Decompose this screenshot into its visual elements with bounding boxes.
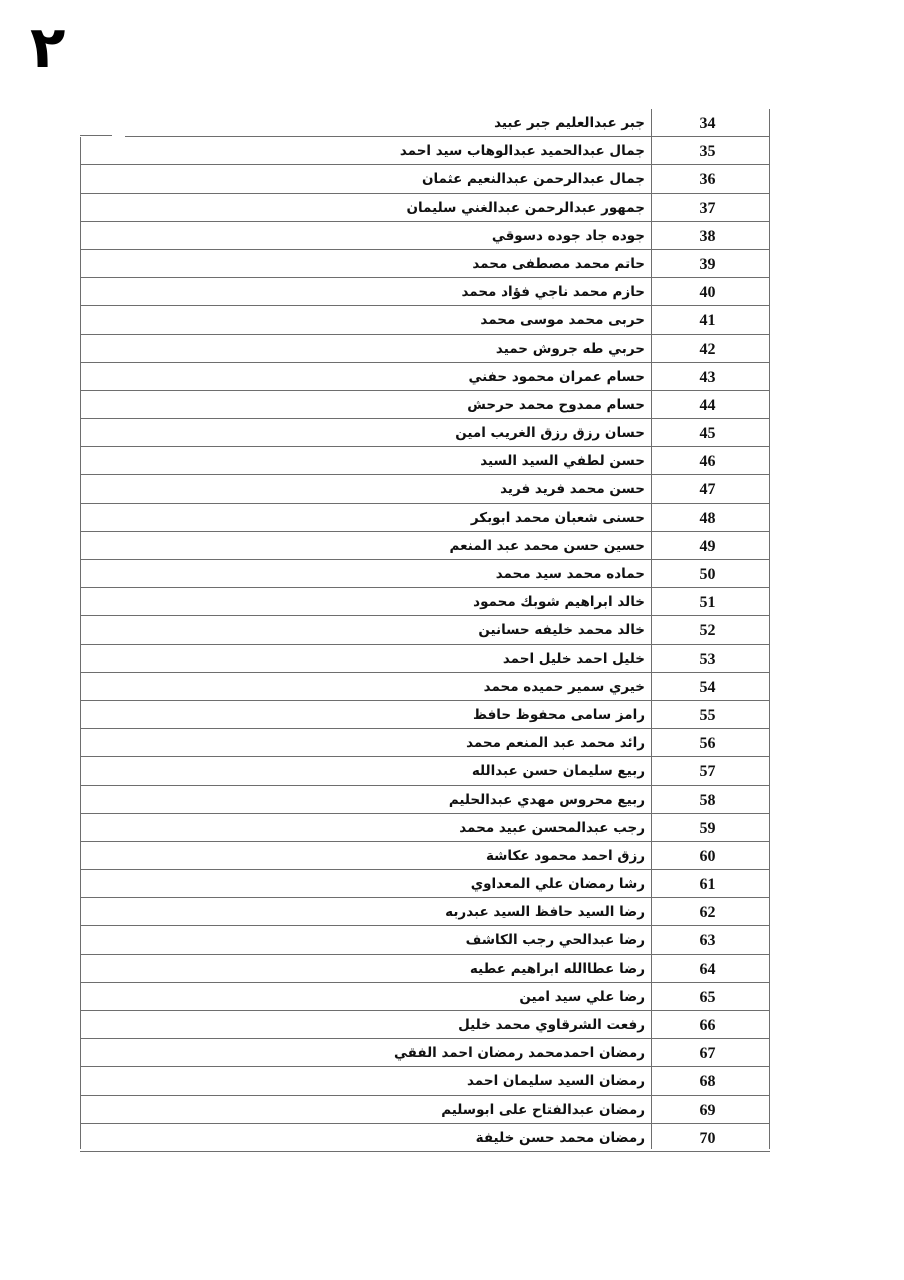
row-number-cell [651, 842, 770, 869]
row-number-cell [651, 1039, 770, 1066]
table-row [80, 645, 770, 673]
table-row [80, 673, 770, 701]
table-row [80, 814, 770, 842]
row-number: 35 [699, 143, 716, 161]
row-number-cell [651, 391, 770, 418]
table-row [80, 419, 770, 447]
row-number: 51 [699, 594, 716, 612]
table-row [80, 1096, 770, 1124]
row-number-cell [651, 165, 770, 192]
table-row [80, 1011, 770, 1039]
row-number-cell [651, 335, 770, 362]
row-number: 47 [699, 481, 716, 499]
row-number-cell [651, 616, 770, 643]
row-number-cell [651, 983, 770, 1010]
row-number: 34 [699, 115, 716, 132]
person-name: حسام عمران محمود حفني [468, 368, 645, 385]
row-number-cell [651, 419, 770, 446]
table-row [80, 842, 770, 870]
row-number-cell [651, 1011, 770, 1038]
row-number-cell [651, 673, 770, 700]
row-number: 49 [699, 537, 716, 555]
row-number-cell [651, 588, 770, 615]
row-number-cell [651, 1096, 770, 1123]
row-number: 42 [699, 340, 716, 358]
person-name: خليل احمد خليل احمد [502, 650, 645, 667]
table-row [80, 250, 770, 278]
row-number: 68 [699, 1073, 716, 1091]
table-row [80, 306, 770, 334]
row-number: 67 [699, 1045, 716, 1063]
table-row [80, 926, 770, 954]
person-name: حسن لطفي السيد السيد [480, 453, 645, 470]
person-name: حربى محمد موسى محمد [480, 312, 645, 329]
row-number: 38 [699, 227, 716, 245]
table-row [80, 1039, 770, 1067]
row-number: 65 [699, 988, 716, 1006]
row-number-cell [651, 475, 770, 502]
person-name: جوده جاد جوده دسوقي [491, 227, 645, 244]
row-number-cell [651, 955, 770, 982]
person-name: حماده محمد سيد محمد [495, 566, 645, 582]
row-number: 40 [699, 284, 716, 302]
row-number: 55 [699, 706, 716, 724]
person-name: جمال عبدالحميد عبدالوهاب سيد احمد [399, 143, 645, 160]
row-number-cell [651, 898, 770, 925]
row-number: 56 [699, 735, 716, 753]
table-right-border [769, 109, 770, 1149]
table-row [80, 475, 770, 503]
row-number: 37 [699, 199, 716, 217]
table-row [80, 335, 770, 363]
person-name: رضا عطاالله ابراهيم عطيه [469, 960, 645, 977]
row-number-cell [651, 109, 770, 137]
person-name: رضا عبدالحي رجب الكاشف [465, 932, 645, 949]
person-name: حسن محمد فريد فريد [500, 481, 645, 498]
row-number: 70 [699, 1129, 716, 1147]
person-name: حاتم محمد مصطفى محمد [472, 255, 645, 272]
row-number: 39 [699, 255, 716, 273]
person-name: خيري سمير حميده محمد [483, 678, 645, 695]
person-name: رزق احمد محمود عكاشة [485, 847, 645, 864]
table-row [80, 278, 770, 306]
person-name: حسين حسن محمد عبد المنعم [449, 537, 645, 554]
names-table [80, 109, 770, 1152]
person-name: رمضان عبدالفتاح على ابوسليم [441, 1101, 645, 1118]
row-number: 64 [699, 960, 716, 978]
person-name: جمال عبدالرحمن عبدالنعيم عثمان [421, 171, 645, 188]
person-name: ربيع سليمان حسن عبدالله [471, 763, 645, 780]
row-number: 41 [699, 312, 716, 330]
person-name: حربي طه جروش حميد [495, 340, 645, 357]
row-number: 44 [699, 396, 716, 414]
person-name: رمضان احمدمحمد رمضان احمد الفقي [394, 1045, 645, 1062]
person-name: ربيع محروس مهدي عبدالحليم [448, 791, 645, 808]
row-number-cell [651, 757, 770, 784]
person-name: رائد محمد عبد المنعم محمد [466, 735, 645, 752]
table-stub-line [80, 135, 112, 136]
person-name: حسنى شعبان محمد ابوبكر [470, 509, 645, 526]
person-name: رامز سامى محفوظ حافظ [473, 706, 645, 723]
person-name: رضا علي سيد امين [519, 988, 645, 1005]
row-number-cell [651, 306, 770, 333]
person-name: حسام ممدوح محمد حرحش [467, 396, 645, 413]
person-name: حسان رزق رزق الغريب امين [455, 425, 645, 442]
person-name: جبر عبدالعليم جبر عبيد [494, 115, 645, 131]
table-row [80, 165, 770, 193]
table-row [80, 504, 770, 532]
row-number-cell [651, 250, 770, 277]
table-row [80, 870, 770, 898]
table-row [80, 616, 770, 644]
row-number: 58 [699, 791, 716, 809]
row-number: 36 [699, 171, 716, 189]
row-number-cell [651, 870, 770, 897]
person-name: خالد محمد خليفه حسانين [478, 622, 645, 639]
row-number-cell [651, 560, 770, 587]
table-row [80, 363, 770, 391]
person-name: رمضان محمد حسن خليفة [475, 1129, 645, 1146]
table-row [80, 222, 770, 250]
person-name: رشا رمضان علي المعداوي [470, 876, 645, 893]
row-number: 60 [699, 847, 716, 865]
row-number-cell [651, 645, 770, 672]
person-name: رجب عبدالمحسن عبيد محمد [459, 819, 645, 836]
row-number: 54 [699, 678, 716, 696]
row-number-cell [651, 447, 770, 474]
row-number-cell [651, 1067, 770, 1094]
table-row [80, 1124, 770, 1152]
person-name: حازم محمد ناجي فؤاد محمد [461, 284, 645, 301]
table-row [80, 1067, 770, 1095]
row-number-cell [651, 729, 770, 756]
row-number-cell [651, 504, 770, 531]
row-number: 48 [699, 509, 716, 527]
table-row [80, 560, 770, 588]
row-number-cell [651, 814, 770, 841]
row-number: 53 [699, 650, 716, 668]
table-row [80, 757, 770, 785]
row-number: 69 [699, 1101, 716, 1119]
first-row-divider [125, 136, 770, 137]
table-row [80, 532, 770, 560]
row-number-cell [651, 1124, 770, 1151]
table-row [80, 194, 770, 222]
row-number: 45 [699, 425, 716, 443]
row-number-cell [651, 278, 770, 305]
row-number: 66 [699, 1017, 716, 1034]
page-marker: ٢ [30, 13, 66, 81]
table-row [80, 729, 770, 757]
table-row [80, 137, 770, 165]
table-row [80, 786, 770, 814]
row-number-cell [651, 701, 770, 728]
person-name: رفعت الشرقاوي محمد خليل [458, 1017, 645, 1033]
row-number-cell [651, 222, 770, 249]
table-row [80, 983, 770, 1011]
row-number: 50 [699, 566, 716, 583]
row-number: 62 [699, 904, 716, 922]
row-number: 61 [699, 876, 716, 894]
table-row [80, 109, 770, 137]
row-number: 52 [699, 622, 716, 640]
person-name: خالد ابراهيم شوبك محمود [473, 594, 645, 611]
person-name: جمهور عبدالرحمن عبدالغني سليمان [406, 199, 645, 216]
row-number-cell [651, 137, 770, 164]
row-number-cell [651, 926, 770, 953]
table-row [80, 898, 770, 926]
person-name: رضا السيد حافظ السيد عبدربه [445, 904, 645, 921]
row-number: 59 [699, 819, 716, 837]
table-row [80, 447, 770, 475]
table-left-border [80, 137, 81, 1149]
row-number-cell [651, 786, 770, 813]
row-number: 46 [699, 453, 716, 471]
person-name: رمضان السيد سليمان احمد [466, 1073, 645, 1090]
table-column-divider [651, 109, 652, 1149]
table-row [80, 701, 770, 729]
row-number-cell [651, 532, 770, 559]
table-row [80, 955, 770, 983]
row-number: 63 [699, 932, 716, 950]
row-number: 57 [699, 763, 716, 781]
table-row [80, 391, 770, 419]
table-row [80, 588, 770, 616]
row-number-cell [651, 363, 770, 390]
row-number-cell [651, 194, 770, 221]
row-number: 43 [699, 368, 716, 386]
